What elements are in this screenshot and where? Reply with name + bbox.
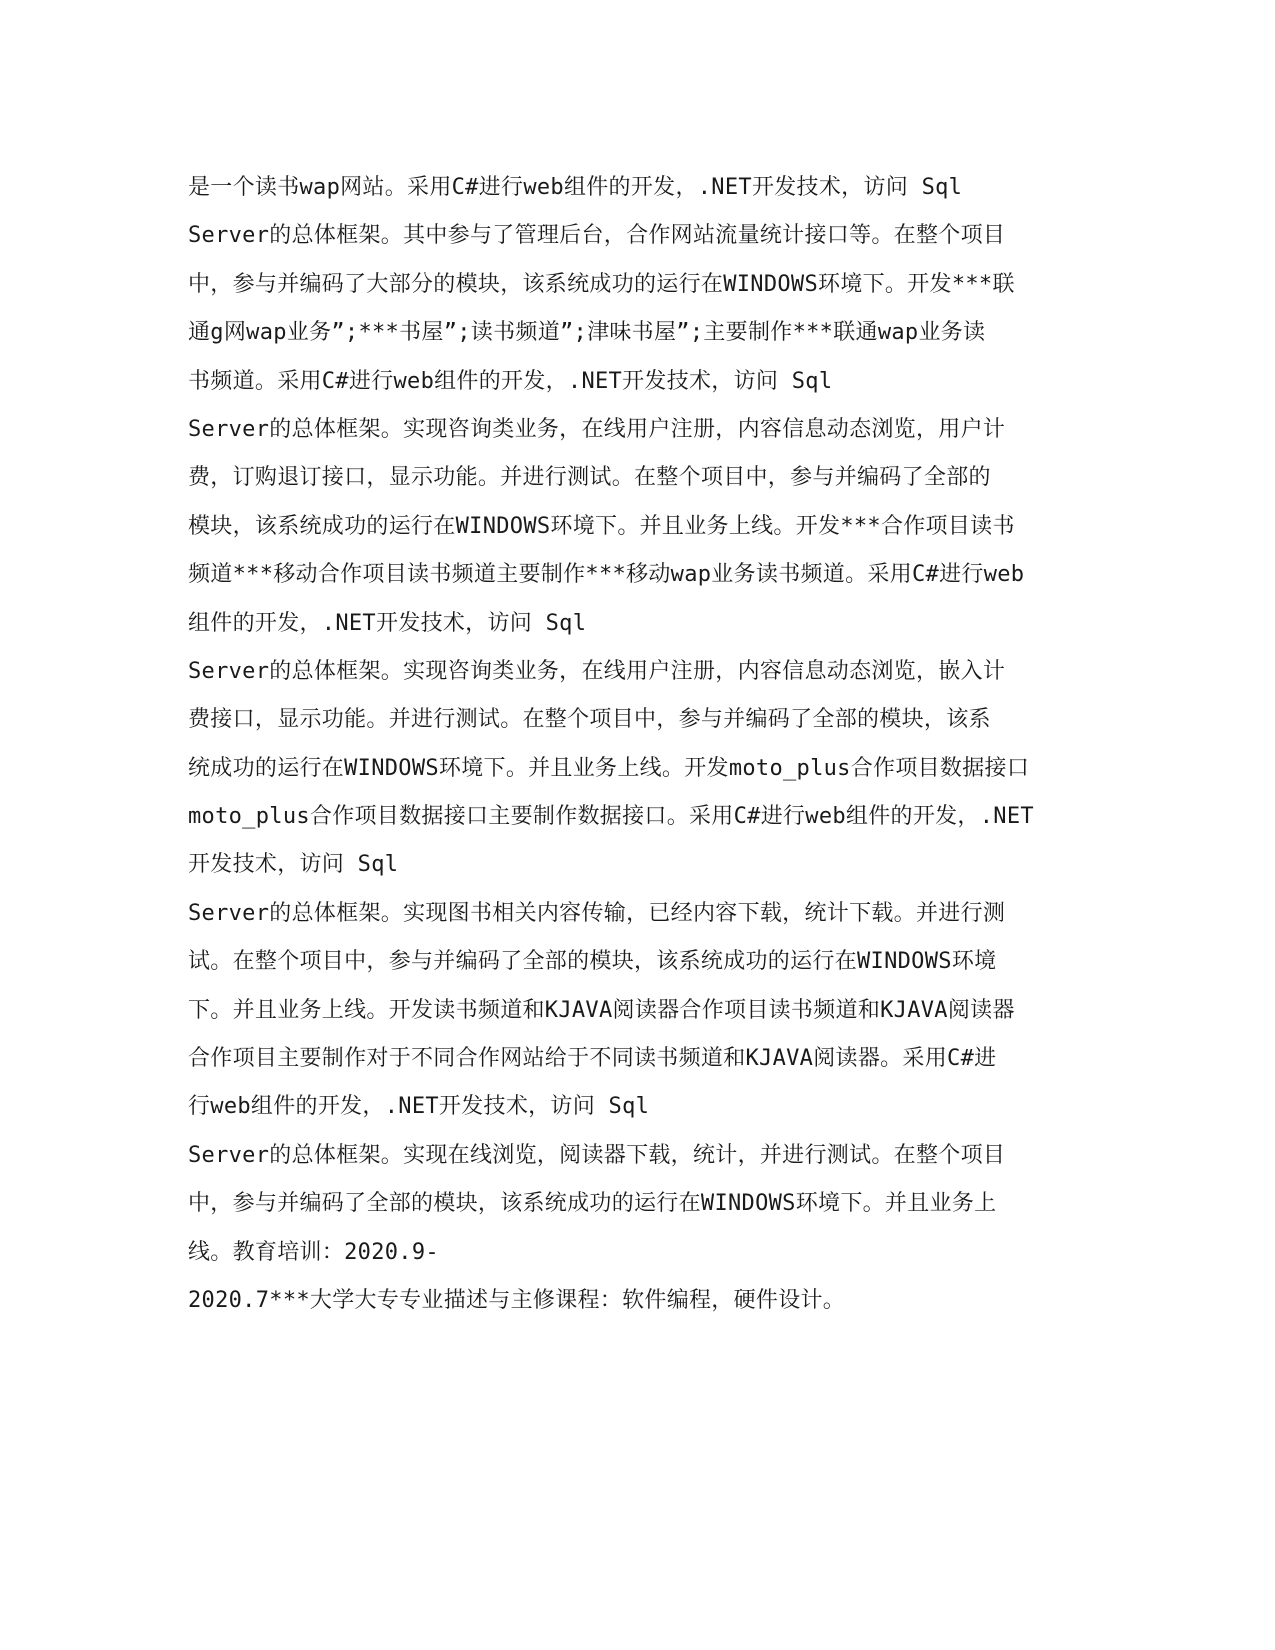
text-line: 频道***移动合作项目读书频道主要制作***移动wap业务读书频道。采用C#进行web — [188, 562, 1025, 588]
text-line: Server的总体框架。实现咨询类业务，在线用户注册，内容信息动态浏览，嵌入计 — [188, 658, 1006, 684]
text-line: moto_plus合作项目数据接口主要制作数据接口。采用C#进行web组件的开发，.NET — [188, 804, 1034, 830]
text-line: Server的总体框架。实现在线浏览，阅读器下载，统计，并进行测试。在整个项目 — [188, 1142, 1006, 1168]
text-line: Server的总体框架。实现咨询类业务，在线用户注册，内容信息动态浏览，用户计 — [188, 416, 1006, 442]
text-line: 合作项目主要制作对于不同合作网站给于不同读书频道和KJAVA阅读器。采用C#进 — [188, 1046, 997, 1072]
text-line: 书频道。采用C#进行web组件的开发，.NET开发技术，访问 Sql — [188, 368, 833, 394]
text-line: 是一个读书wap网站。采用C#进行web组件的开发，.NET开发技术，访问 Sql — [188, 175, 963, 200]
text-line: 下。并且业务上线。开发读书频道和KJAVA阅读器合作项目读书频道和KJAVA阅读器 — [188, 997, 1015, 1023]
text-line: 2020.7***大学大专专业描述与主修课程：软件编程，硬件设计。 — [188, 1287, 846, 1313]
text-line: 通g网wap业务”;***书屋”;读书频道”;津味书屋”;主要制作***联通wap业务读 — [188, 320, 986, 346]
text-line: 费，订购退订接口，显示功能。并进行测试。在整个项目中，参与并编码了全部的 — [188, 465, 991, 491]
text-line: 开发技术，访问 Sql — [188, 852, 399, 878]
text-line: 费接口，显示功能。并进行测试。在整个项目中，参与并编码了全部的模块，该系 — [188, 707, 991, 733]
text-line: 中，参与并编码了全部的模块，该系统成功的运行在WINDOWS环境下。并且业务上 — [188, 1191, 997, 1217]
text-line: 行web组件的开发，.NET开发技术，访问 Sql — [188, 1094, 650, 1120]
text-line: 试。在整个项目中，参与并编码了全部的模块，该系统成功的运行在WINDOWS环境 — [188, 949, 997, 975]
text-line: 统成功的运行在WINDOWS环境下。并且业务上线。开发moto_plus合作项目数据接口 — [188, 755, 1030, 781]
text-line: 中，参与并编码了大部分的模块，该系统成功的运行在WINDOWS环境下。开发***联 — [188, 271, 1015, 297]
text-line: 组件的开发，.NET开发技术，访问 Sql — [188, 610, 587, 636]
text-line: 线。教育培训：2020.9- — [188, 1239, 439, 1265]
text-line: 模块，该系统成功的运行在WINDOWS环境下。并且业务上线。开发***合作项目读书 — [188, 513, 1015, 539]
text-line: Server的总体框架。实现图书相关内容传输，已经内容下载，统计下载。并进行测 — [188, 900, 1006, 926]
body-text — [188, 164, 1088, 1325]
text-line: Server的总体框架。其中参与了管理后台，合作网站流量统计接口等。在整个项目 — [188, 223, 1006, 249]
